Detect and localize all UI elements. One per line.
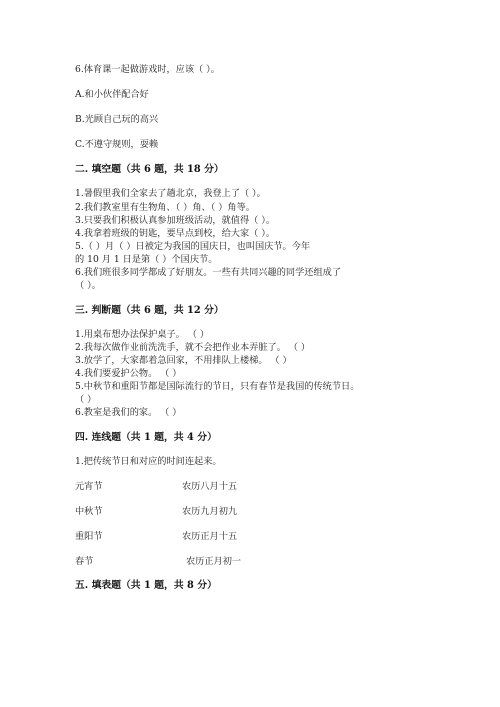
fill-line-5: 5.（ ）月（ ）日被定为我国的国庆日，也叫国庆节。今年: [75, 241, 311, 252]
date-aug-15[interactable]: 农历八月十五: [182, 481, 238, 492]
judge-line-1: 1.用桌布想办法保护桌子。 （ ）: [75, 329, 210, 340]
festival-yuanxiao[interactable]: 元宵节: [75, 481, 103, 492]
q6-option-c: C.不遵守规则，耍赖: [75, 139, 159, 150]
q6-option-a: A.和小伙伴配合好: [75, 89, 149, 100]
judge-line-2: 2.我每次做作业前洗洗手，就不会把作业本弄脏了。 （ ）: [75, 342, 311, 353]
section5-heading: 五. 填表题（共 1 题，共 8 分）: [75, 580, 217, 591]
fill-line-3: 3.只要我们积极认真参加班级活动，就值得（ ）。: [75, 215, 276, 226]
date-jan-15[interactable]: 农历正月十五: [182, 531, 238, 542]
festival-chongyang[interactable]: 重阳节: [75, 531, 103, 542]
fill-line-6-cont: （ ）。: [75, 280, 101, 291]
q6-stem: 6.体育课一起做游戏时，应该（ ）。: [75, 64, 220, 75]
date-sep-9[interactable]: 农历九月初九: [182, 506, 238, 517]
section3-heading: 三. 判断题（共 6 题，共 12 分）: [75, 305, 224, 316]
judge-line-3: 3.放学了，大家都着急回家，不用排队上楼梯。 （ ）: [75, 355, 292, 366]
q6-option-b: B.光顾自己玩的高兴: [75, 114, 159, 125]
judge-line-5: 5.中秋节和重阳节都是国际流行的节日，只有春节是我国的传统节日。: [75, 381, 360, 392]
fill-line-1: 1.暑假里我们全家去了趟北京，我登上了（ ）。: [75, 188, 266, 199]
section4-heading: 四. 连线题（共 1 题，共 4 分）: [75, 432, 217, 443]
judge-line-4: 4.我们要爱护公物。 （ ）: [75, 368, 182, 379]
section2-heading: 二. 填空题（共 6 题，共 18 分）: [75, 164, 224, 175]
judge-line-5-cont: （ ）: [75, 394, 97, 405]
fill-line-6: 6.我们班很多同学都成了好朋友。一些有共同兴趣的同学还组成了: [75, 267, 342, 278]
festival-zhongqiu[interactable]: 中秋节: [75, 506, 103, 517]
festival-chunjie[interactable]: 春节: [75, 556, 94, 567]
fill-line-4: 4.我拿着班级的钥匙，要早点到校，给大家（ ）。: [75, 228, 276, 239]
fill-line-5-cont: 的 10 月 1 日是第（ ）个国庆节。: [75, 254, 218, 265]
date-jan-1[interactable]: 农历正月初一: [186, 556, 242, 567]
judge-line-6: 6.教室是我们的家。 （ ）: [75, 407, 182, 418]
match-instruction: 1.把传统节日和对应的时间连起来。: [75, 456, 222, 467]
fill-line-2: 2.我们教室里有生物角、（ ）角、（ ）角等。: [75, 202, 255, 213]
